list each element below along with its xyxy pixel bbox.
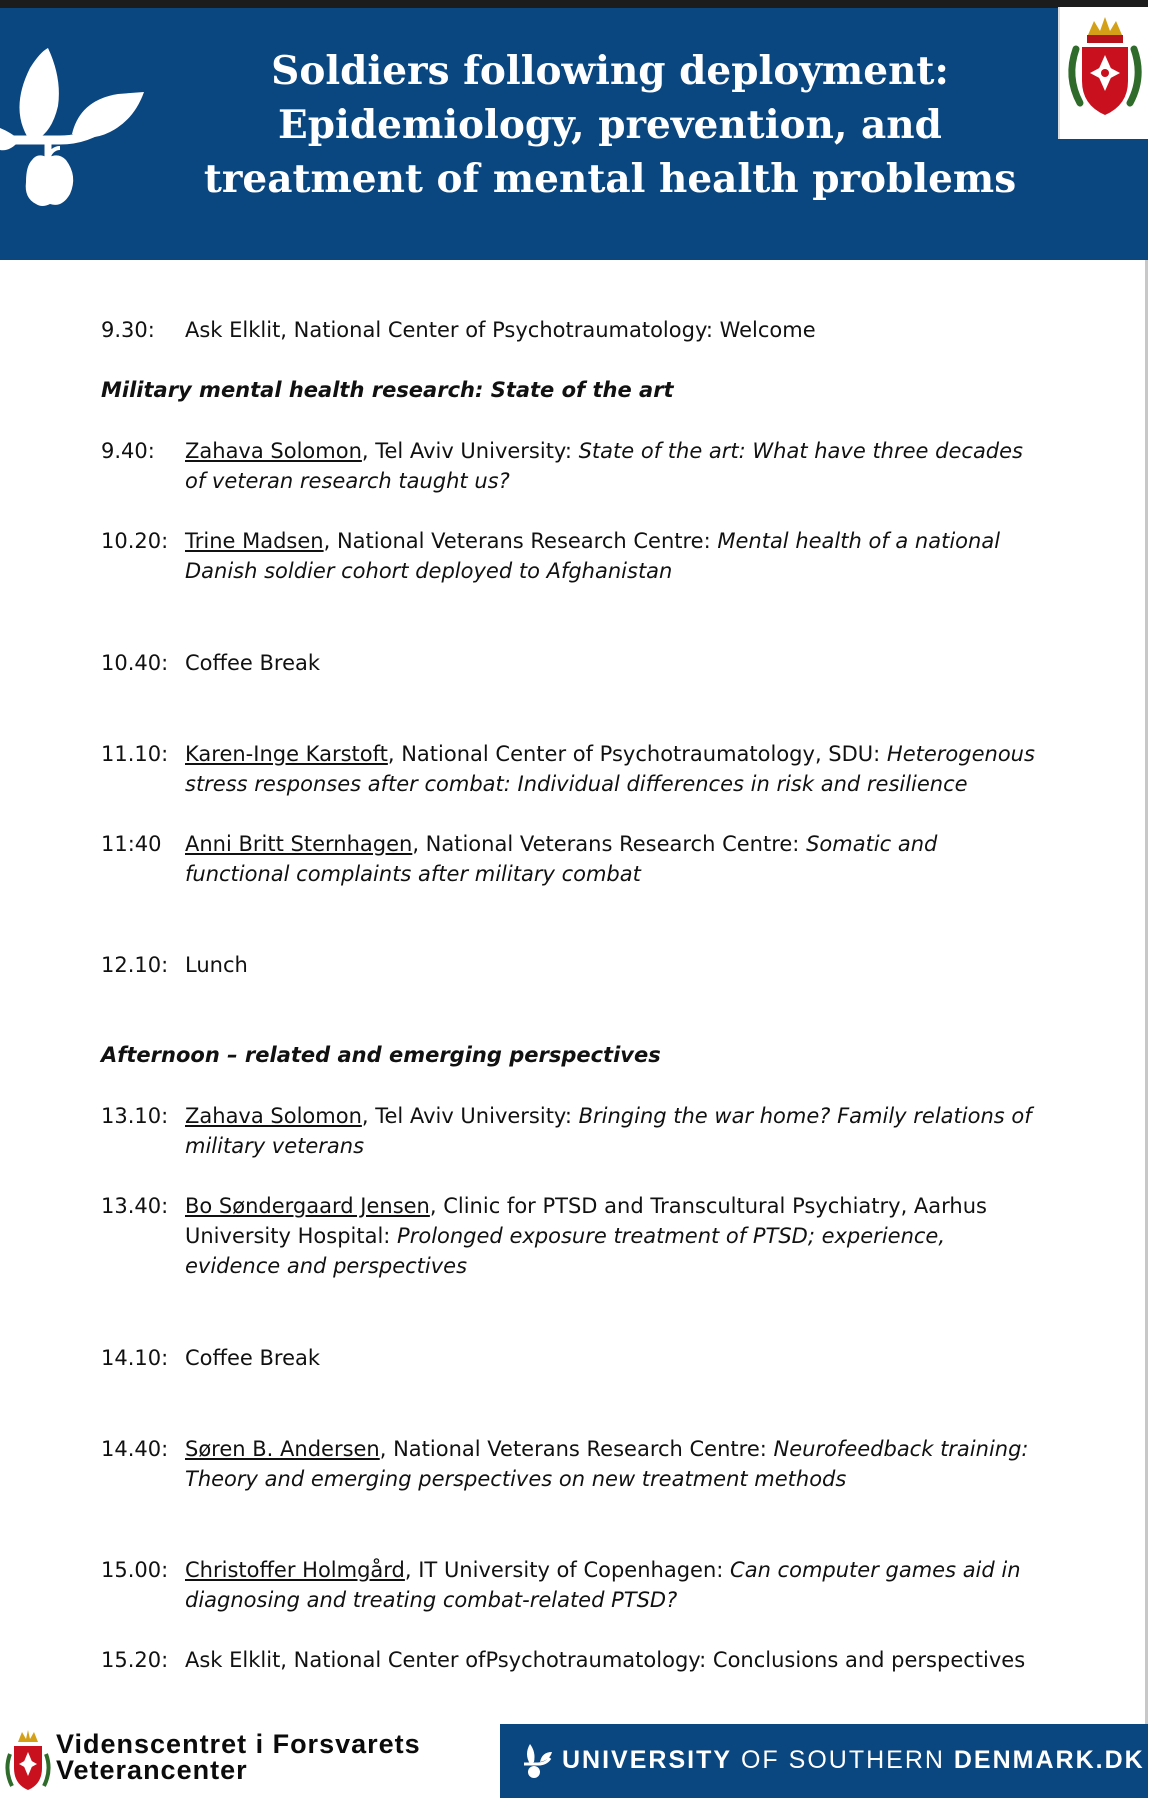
veteran-line-1: Videnscentret i Forsvarets [56, 1729, 421, 1759]
talk-title: Somatic and functional complaints after military combat [185, 832, 938, 886]
talk-title: Neurofeedback training: Theory and emerging perspectives on new treatment methods [185, 1437, 1029, 1491]
sdu-leaf-icon [522, 1742, 554, 1780]
speaker-affiliation: , National Veterans Research Centre: [323, 529, 718, 553]
veteran-center-crest-icon [2, 1726, 54, 1796]
speaker-affiliation: , Tel Aviv University: [361, 439, 579, 463]
sdu-word-1: UNIVERSITY [562, 1746, 733, 1774]
item-text [185, 526, 1035, 586]
speaker-affiliation: , National Veterans Research Centre: [412, 832, 807, 856]
speaker-name: Karen-Inge Karstoft [185, 742, 388, 766]
leaf-apple-logo-icon [0, 48, 150, 208]
talk-title: State of the art: What have three decades of veteran research taught us? [185, 439, 1023, 493]
item-time: 15.20: [101, 1648, 169, 1672]
page-title [180, 44, 1040, 206]
item-time: 11.10: [101, 742, 169, 766]
item-time: 14.40: [101, 1437, 169, 1461]
item-time: 14.10: [101, 1346, 169, 1370]
speaker-name: Anni Britt Sternhagen [185, 832, 413, 856]
title-line-3: treatment of mental health problems [203, 156, 1017, 202]
speaker-affiliation: , Tel Aviv University: [361, 1104, 579, 1128]
crest-box [1058, 7, 1150, 139]
item-time: 15.00: [101, 1558, 169, 1582]
sdu-word-2: OF SOUTHERN [732, 1746, 954, 1774]
item-time: 11:40 [101, 832, 162, 856]
speaker-name: Søren B. Andersen [185, 1437, 380, 1461]
sdu-wordmark [562, 1746, 1145, 1775]
item-text [185, 1191, 1035, 1281]
speaker-name: Zahava Solomon [185, 439, 362, 463]
title-line-1: Soldiers following deployment: [271, 48, 949, 94]
speaker-name: Trine Madsen [185, 529, 324, 553]
item-text [185, 829, 1035, 889]
item-time: 9.40: [101, 439, 155, 463]
item-text [185, 1434, 1035, 1494]
talk-title: Can computer games aid in diagnosing and treating combat-related PTSD? [185, 1558, 1021, 1612]
item-text: Lunch [185, 953, 248, 977]
item-time: 9.30: [101, 318, 155, 342]
speaker-affiliation: , IT University of Copenhagen: [404, 1558, 731, 1582]
item-time: 13.40: [101, 1194, 169, 1218]
item-text [185, 739, 1035, 799]
veteran-line-2: Veterancenter [56, 1755, 248, 1785]
item-text [185, 1101, 1035, 1161]
header-top-line [0, 0, 1148, 8]
veteran-crest-icon [1060, 7, 1150, 139]
footer-banner [0, 1724, 1148, 1798]
sdu-word-3: DENMARK.DK [953, 1746, 1145, 1774]
item-time: 13.10: [101, 1104, 169, 1128]
item-time: 10.40: [101, 651, 169, 675]
title-line-2: Epidemiology, prevention, and [278, 102, 942, 148]
talk-title: Mental health of a national Danish soldier cohort deployed to Afghanistan [185, 529, 1001, 583]
section-heading: Military mental health research: State of the art [101, 378, 674, 402]
item-text [185, 1555, 1035, 1615]
speaker-name: Christoffer Holmgård [185, 1558, 405, 1582]
veteran-center-name [56, 1731, 421, 1783]
item-text: Coffee Break [185, 1346, 321, 1370]
talk-title: Heterogenous stress responses after combat: Individual differences in risk and resilience [185, 742, 1035, 796]
speaker-affiliation: , National Center of Psychotraumatology, SDU: [387, 742, 887, 766]
item-text [185, 436, 1035, 496]
header-banner [0, 0, 1148, 260]
item-text: Ask Elklit, National Center of Psychotraumatology: Welcome [185, 318, 816, 342]
veteran-center-logo-box [0, 1724, 500, 1798]
talk-title: Prolonged exposure treatment of PTSD; experience, evidence and perspectives [185, 1224, 946, 1278]
speaker-name: Zahava Solomon [185, 1104, 362, 1128]
speaker-affiliation: , National Veterans Research Centre: [379, 1437, 774, 1461]
speaker-name: Bo Søndergaard Jensen [185, 1194, 430, 1218]
item-time: 10.20: [101, 529, 169, 553]
speaker-affiliation: , Clinic for PTSD and Transcultural Psychiatry, Aarhus University Hospital: [185, 1194, 987, 1248]
item-text: Coffee Break [185, 651, 321, 675]
item-time: 12.10: [101, 953, 169, 977]
section-heading: Afternoon – related and emerging perspectives [101, 1043, 661, 1067]
talk-title: Bringing the war home? Family relations of military veterans [185, 1104, 1032, 1158]
item-text: Ask Elklit, National Center ofPsychotraumatology: Conclusions and perspectives [185, 1648, 1026, 1672]
